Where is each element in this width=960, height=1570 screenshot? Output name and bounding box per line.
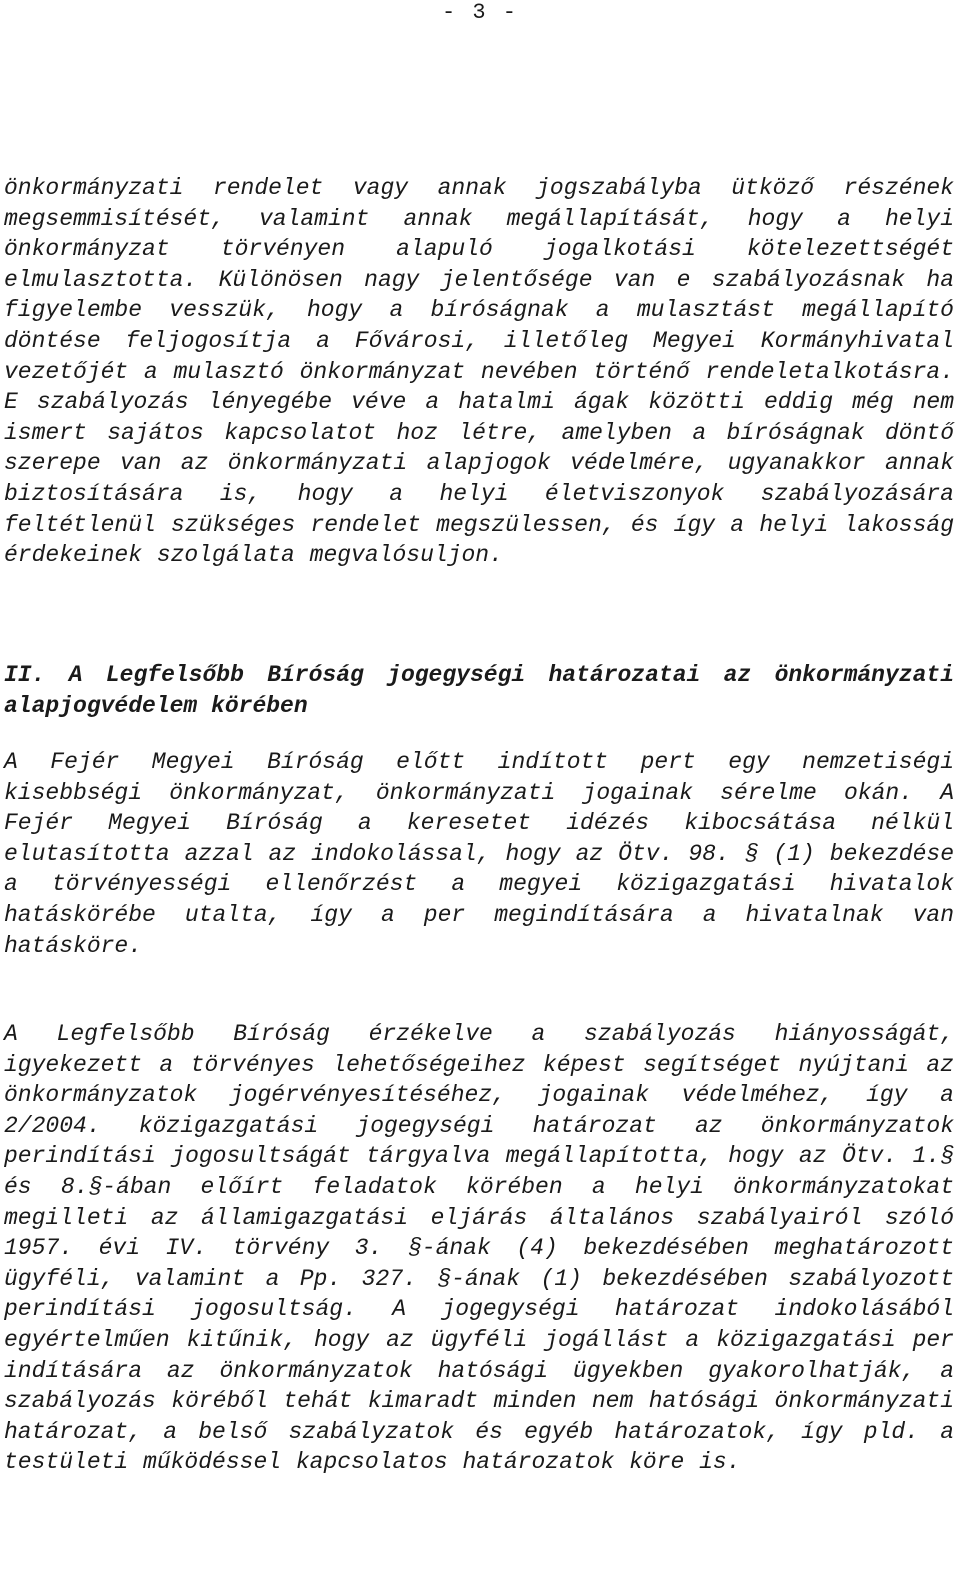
section-heading: II. A Legfelsőbb Bíróság jogegységi határozatai az önkormányzati alapjogvédelem körében bbox=[4, 662, 954, 719]
page-number: - 3 - bbox=[441, 0, 518, 25]
paragraph-2: A Fejér Megyei Bíróság előtt indított pert egy nemzetiségi kisebbségi önkormányzat, önkormányzati jogainak sérelme okán. A Fejér Megyei Bíróság a keresetet idézés kibocsátása nélkül elutasította azzal az indokolással, hogy az Ötv. 98. § (1) bekezdése a törvényességi ellenőrzést a megyei közigazgatási hivatalok hatáskörébe utalta, így a per megindítására a hivatalnak van hatásköre. bbox=[4, 749, 954, 959]
paragraph-1: önkormányzati rendelet vagy annak jogszabályba ütköző részének megsemmisítését, valamint annak megállapítását, hogy a helyi önkormányzat törvényen alapuló jogalkotási kötelezettségét elmulasztotta. Különösen nagy jelentősége van e szabályozásnak ha figyelembe vesszük, hogy a bíróságnak a mulasztást megállapító döntése feljogosítja a Fővárosi, illetőleg Megyei Kormányhivatal vezetőjét a mulasztó önkormányzat nevében történő rendeletalkotásra. E szabályozás lényegébe véve a hatalmi ágak közötti eddig még nem ismert sajátos kapcsolatot hoz létre, amelyben a bíróságnak döntő szerepe van az önkormányzati alapjogok védelmére, ugyanakkor annak biztosítására is, hogy a helyi életviszonyok szabályozására feltétlenül szükséges rendelet megszülessen, és így a helyi lakosság érdekeinek szolgálata megvalósuljon. bbox=[4, 175, 954, 569]
paragraph-3: A Legfelsőbb Bíróság érzékelve a szabályozás hiányosságát, igyekezett a törvényes lehetőségeihez képest segítséget nyújtani az önkormányzatok jogérvényesítéséhez, jogainak védelméhez, így a 2/2004. közigazgatási jogegységi határozat az önkormányzatok perindítási jogosultságát tárgyalva megállapította, hogy az Ötv. 1.§ és 8.§-ában előírt feladatok körében a helyi önkormányzatokat megilleti az államigazgatási eljárás általános szabályairól szóló 1957. évi IV. törvény 3. §-ának (4) bekezdésében meghatározott ügyféli, valamint a Pp. 327. §-ának (1) bekezdésében szabályozott perindítási jogosultság. A jogegységi határozat indokolásából egyértelműen kitűnik, hogy az ügyféli jogállást a közigazgatási per indítására az önkormányzatok hatósági ügyekben gyakorolhatják, a szabályozás köréből tehát kimaradt minden nem hatósági önkormányzati határozat, a belső szabályzatok és egyéb határozatok, így pld. a testületi működéssel kapcsolatos határozatok köre is. bbox=[4, 1021, 954, 1476]
